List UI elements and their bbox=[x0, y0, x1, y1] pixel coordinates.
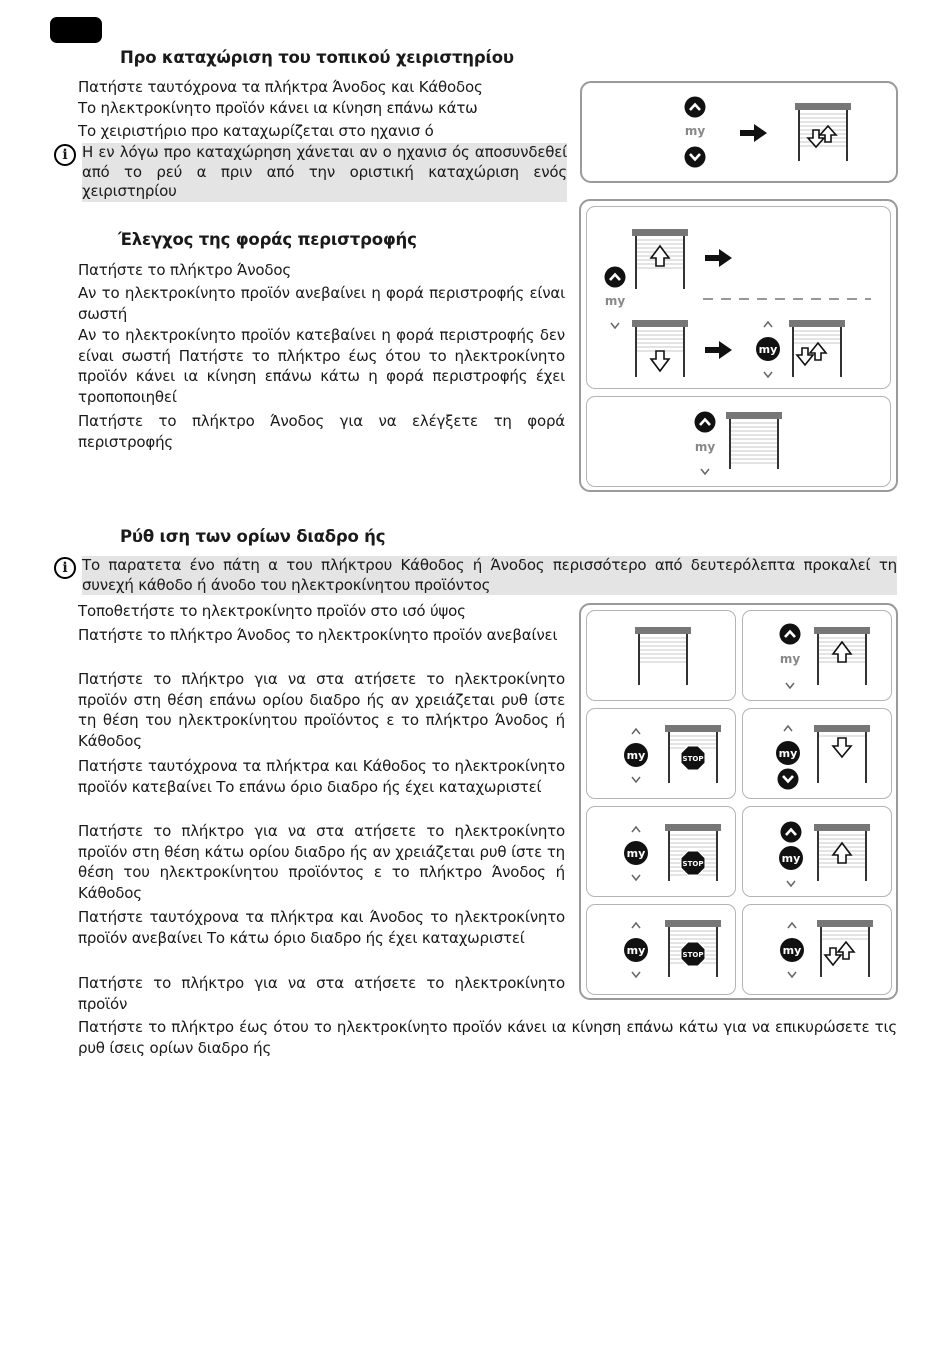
step-paragraph: Πατήστε το πλήκτρο για να στα ατήσετε το ηλεκτροκίνητο προϊόν bbox=[78, 974, 565, 1013]
info-icon: i bbox=[54, 557, 76, 579]
chevron-down-icon bbox=[611, 323, 619, 328]
chevron-up-icon bbox=[632, 827, 640, 832]
up-arrow-icon bbox=[810, 343, 826, 360]
chevron-down-icon bbox=[632, 777, 640, 782]
my-button-icon bbox=[624, 841, 648, 865]
step-line: Πατήστε ταυτόχρονα τα πλήκτρα Άνοδος και Κάθοδος bbox=[78, 78, 483, 96]
chevron-down-icon bbox=[788, 972, 796, 977]
up-button-icon bbox=[781, 822, 802, 843]
figure-rotation-check bbox=[579, 199, 898, 492]
my-button-icon bbox=[780, 938, 804, 962]
step-paragraph: Πατήστε το πλήκτρο έως ότου το ηλεκτροκίνητο προϊόν κάνει ια κίνηση επάνω κάτω για να επικυρώσετε τις ρυθ ίσεις ορίων διαδρο ής bbox=[78, 1018, 897, 1057]
my-label: my bbox=[694, 440, 716, 454]
chevron-up-icon bbox=[784, 726, 792, 731]
up-arrow-icon bbox=[833, 642, 851, 662]
my-button-icon bbox=[624, 938, 648, 962]
step-line: Το χειριστήριο προ καταχωρίζεται στο ηχανισ ό bbox=[78, 122, 434, 140]
shutter-icon bbox=[632, 320, 688, 377]
down-button-icon bbox=[778, 769, 799, 790]
chevron-down-icon bbox=[701, 469, 709, 474]
chevron-up-icon bbox=[788, 923, 796, 928]
shutter-icon bbox=[665, 920, 721, 977]
up-button-icon bbox=[605, 267, 626, 288]
my-label: my bbox=[604, 294, 626, 308]
up-arrow-icon bbox=[833, 843, 851, 863]
up-button-icon bbox=[695, 412, 716, 433]
my-label: my bbox=[684, 124, 706, 138]
step-paragraph: Πατήστε το πλήκτρο για να στα ατήσετε το ηλεκτροκίνητο προϊόν στη θέση επάνω ορίου διαδρο ής αν χρειάζεται ρυθ ίστε τη θέση του ηλεκτροκίνητου προϊόντος ε το πλήκτρο Άνοδος ή Κάθοδος bbox=[78, 670, 565, 750]
svg-text:my: my bbox=[626, 749, 646, 762]
up-button-icon bbox=[685, 97, 706, 118]
my-button-icon bbox=[624, 743, 648, 767]
shutter-icon bbox=[814, 627, 870, 685]
chevron-down-icon bbox=[632, 972, 640, 977]
chevron-up-icon bbox=[764, 322, 772, 327]
shutter-icon bbox=[789, 320, 845, 377]
svg-text:my: my bbox=[626, 944, 646, 957]
shutter-icon bbox=[632, 229, 688, 289]
svg-text:STOP: STOP bbox=[682, 951, 704, 959]
step-paragraph: Πατήστε το πλήκτρο για να στα ατήσετε το ηλεκτροκίνητο προϊόν στη θέση κάτω ορίου διαδρο ής αν χρειάζεται ρυθ ίστε τη θέση του ηλεκτροκίνητου προϊόντος ε το πλήκτρο Άνοδος ή Κάθοδος bbox=[78, 822, 565, 902]
svg-text:STOP: STOP bbox=[682, 755, 704, 763]
chevron-down-icon bbox=[786, 683, 794, 688]
chevron-down-icon bbox=[764, 372, 772, 377]
my-button-icon bbox=[776, 741, 800, 765]
chevron-down-icon bbox=[787, 881, 795, 886]
step-paragraph: Πατήστε ταυτόχρονα τα πλήκτρα και Άνοδος το ηλεκτροκίνητο προϊόν ανεβαίνει Το κάτω όριο διαδρο ής έχει καταχωριστεί bbox=[78, 908, 565, 947]
step-paragraph: Πατήστε το πλήκτρο Άνοδος το ηλεκτροκίνητο προϊόν ανεβαίνει bbox=[78, 626, 558, 644]
step-paragraph: Πατήστε ταυτόχρονα τα πλήκτρα και Κάθοδος το ηλεκτροκίνητο προϊόν κατεβαίνει Το επάνω όριο διαδρο ής έχει καταχωριστεί bbox=[78, 757, 565, 796]
step-paragraph: Αν το ηλεκτροκίνητο προϊόν κατεβαίνει η φορά περιστροφής δεν είναι σωστή Πατήστε το πλήκτρο έως ότου το ηλεκτροκίνητο προϊόν κάνει ια κίνηση επάνω κάτω η φορά περιστροφής έχει τροποποιηθεί bbox=[78, 326, 565, 406]
stop-icon bbox=[681, 746, 705, 770]
down-arrow-icon bbox=[833, 738, 851, 757]
step-paragraph: Πατήστε το πλήκτρο Άνοδος για να ελέγξετε τη φορά περιστροφής bbox=[78, 412, 565, 451]
stop-icon bbox=[681, 851, 705, 875]
my-label: my bbox=[758, 343, 778, 356]
info-note: Η εν λόγω προ καταχώρηση χάνεται αν ο ηχανισ ός αποσυνδεθεί από το ρεύ α πριν από την οριστική καταχώριση ενός χειριστηρίου bbox=[82, 143, 567, 200]
figure-limits-grid bbox=[579, 603, 898, 1000]
section-title-limits: Ρύθ ιση των ορίων διαδρο ής bbox=[120, 527, 386, 546]
step-paragraph: Αν το ηλεκτροκίνητο προϊόν ανεβαίνει η φορά περιστροφής είναι σωστή bbox=[78, 284, 565, 323]
svg-text:my: my bbox=[782, 944, 802, 957]
shutter-icon bbox=[814, 725, 870, 783]
chevron-down-icon bbox=[632, 875, 640, 880]
arrow-right-icon bbox=[705, 341, 732, 359]
step-paragraph: Πατήστε το πλήκτρο Άνοδος bbox=[78, 261, 291, 279]
shutter-icon bbox=[817, 920, 873, 977]
stop-icon bbox=[681, 942, 705, 966]
shutter-icon bbox=[726, 412, 782, 469]
figure-precommit bbox=[580, 81, 898, 183]
arrow-right-icon bbox=[705, 249, 732, 267]
down-button-icon bbox=[685, 147, 706, 168]
step-line: Το ηλεκτροκίνητο προϊόν κάνει ια κίνηση επάνω κάτω bbox=[78, 99, 478, 117]
my-button-icon bbox=[779, 846, 803, 870]
shutter-icon bbox=[665, 824, 721, 881]
step-paragraph: Τοποθετήστε το ηλεκτροκίνητο προϊόν στο ισό ύψος bbox=[78, 602, 466, 620]
up-arrow-icon bbox=[651, 246, 669, 266]
shutter-icon bbox=[665, 725, 721, 783]
down-arrow-icon bbox=[797, 348, 813, 365]
svg-text:my: my bbox=[626, 847, 646, 860]
svg-text:STOP: STOP bbox=[682, 860, 704, 868]
svg-text:my: my bbox=[781, 852, 801, 865]
up-button-icon bbox=[780, 624, 801, 645]
section-title-precommit: Προ καταχώριση του τοπικού χειριστηρίου bbox=[120, 48, 514, 67]
info-icon: i bbox=[54, 144, 76, 166]
svg-text:my: my bbox=[778, 747, 798, 760]
shutter-icon bbox=[635, 627, 691, 685]
my-button-icon bbox=[756, 337, 780, 361]
page-tab bbox=[50, 17, 102, 43]
down-arrow-icon bbox=[651, 351, 669, 371]
info-note: Το παρατετα ένο πάτη α του πλήκτρου Κάθοδος ή Άνοδος περισσότερο από δευτερόλεπτα προκαλεί τη συνεχή κάθοδο ή άνοδο του ηλεκτροκίνητου προϊόντος bbox=[82, 556, 897, 594]
section-title-rotation: Έλεγχος της φοράς περιστροφής bbox=[118, 230, 417, 249]
chevron-up-icon bbox=[632, 923, 640, 928]
chevron-up-icon bbox=[632, 729, 640, 734]
arrow-right-icon bbox=[740, 124, 767, 142]
my-label: my bbox=[779, 652, 801, 666]
shutter-icon bbox=[795, 103, 851, 161]
shutter-icon bbox=[814, 824, 870, 881]
